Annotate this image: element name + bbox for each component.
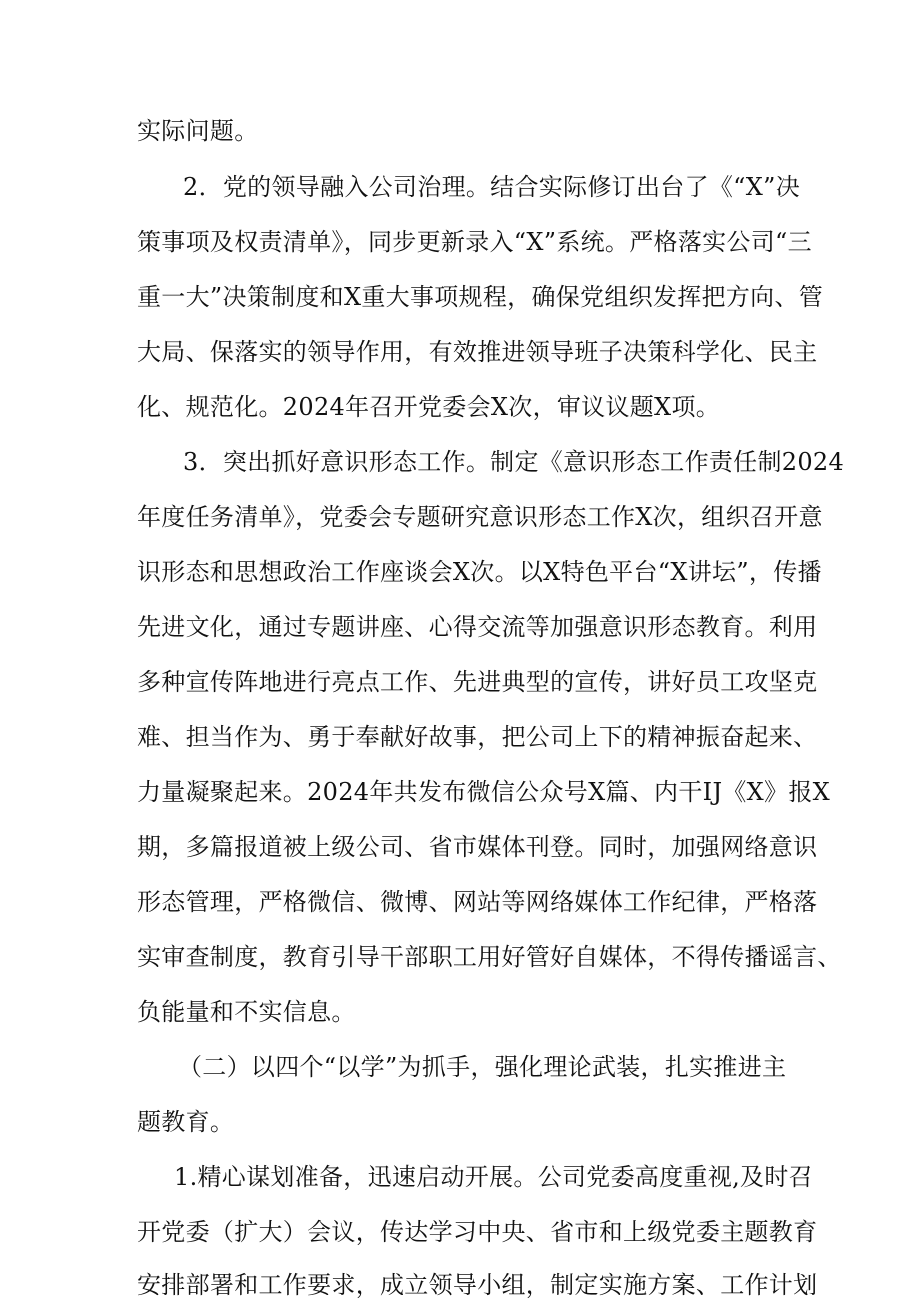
text-line: 期，多篇报道被上级公司、省市媒体刊登。同时，加强网络意识 xyxy=(137,833,818,861)
text-line: 实际问题。 xyxy=(137,117,259,145)
text-line: 难、担当作为、勇于奉献好故事，把公司上下的精神振奋起来、 xyxy=(137,723,818,751)
text-line: 重一大”决策制度和X重大事项规程，确保党组织发挥把方向、管 xyxy=(137,283,824,311)
text-line: 2．党的领导融入公司治理。结合实际修订出台了《“X”决 xyxy=(183,173,800,201)
text-line: 安排部署和工作要求，成立领导小组，制定实施方案、工作计划 xyxy=(137,1271,818,1299)
text-line: 化、规范化。2024年召开党委会X次，审议议题X项。 xyxy=(137,393,721,421)
section-heading-line: 题教育。 xyxy=(137,1108,235,1136)
text-line: 开党委（扩大）会议，传达学习中央、省市和上级党委主题教育 xyxy=(137,1218,818,1246)
text-line: 负能量和不实信息。 xyxy=(137,998,356,1026)
text-line: 策事项及权责清单》，同步更新录入“X”系统。严格落实公司“三 xyxy=(137,228,812,256)
text-line: 年度任务清单》，党委会专题研究意识形态工作X次，组织召开意 xyxy=(137,503,823,531)
text-line: 先进文化，通过专题讲座、心得交流等加强意识形态教育。利用 xyxy=(137,613,818,641)
text-line: 多种宣传阵地进行亮点工作、先进典型的宣传，讲好员工攻坚克 xyxy=(137,668,818,696)
text-line: 形态管理，严格微信、微博、网站等网络媒体工作纪律，严格落 xyxy=(137,888,818,916)
section-heading-line: （二）以四个“以学”为抓手，强化理论武装，扎实推进主 xyxy=(178,1053,787,1081)
text-line: 1.精心谋划准备，迅速启动开展。公司党委高度重视,及时召 xyxy=(174,1163,813,1191)
text-line: 3．突出抓好意识形态工作。制定《意识形态工作责任制2024 xyxy=(183,448,845,476)
text-line: 识形态和思想政治工作座谈会X次。以X特色平台“X讲坛”，传播 xyxy=(137,558,822,586)
text-line: 实审查制度，教育引导干部职工用好管好自媒体，不得传播谣言、 xyxy=(137,943,842,971)
text-line: 力量凝聚起来。2024年共发布微信公众号X篇、内干IJ《X》报X xyxy=(137,778,831,806)
text-line: 大局、保落实的领导作用，有效推进领导班子决策科学化、民主 xyxy=(137,338,818,366)
